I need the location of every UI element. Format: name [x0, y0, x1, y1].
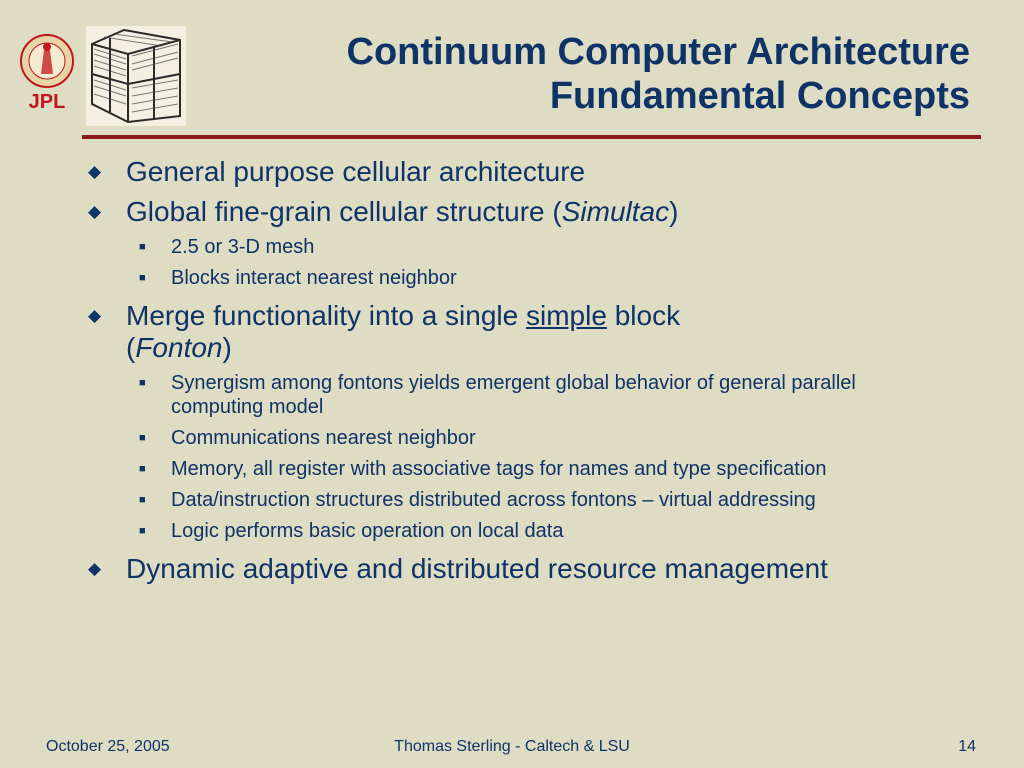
jpl-caltech-logo [14, 26, 80, 122]
sub-bullet-text: 2.5 or 3-D mesh [171, 236, 315, 258]
footer-author: Thomas Sterling - Caltech & LSU [394, 738, 630, 755]
bullet-underlined-text: simple [526, 300, 607, 331]
bullet-item [88, 196, 948, 228]
square-bullet-icon: ■ [139, 272, 146, 284]
sub-bullet-item [88, 519, 948, 543]
diamond-bullet-icon: ◆ [88, 306, 102, 325]
bullet-item [88, 553, 948, 585]
bullet-list [88, 148, 948, 585]
footer-date: October 25, 2005 [46, 738, 170, 755]
title-line-1: Continuum Computer Architecture [346, 31, 970, 73]
slide-title [347, 30, 971, 118]
bullet-text-open: ( [126, 332, 136, 363]
bullet-italic-text: Fonton [135, 332, 223, 363]
bullet-text-tail: ) [669, 196, 679, 227]
title-line-2: Fundamental Concepts [549, 75, 970, 117]
sub-bullet-text: Communications nearest neighbor [171, 427, 476, 449]
sub-bullet-item [88, 457, 948, 481]
diamond-bullet-icon: ◆ [88, 162, 102, 181]
square-bullet-icon: ■ [139, 494, 146, 506]
sub-bullet-text: Blocks interact nearest neighbor [171, 267, 457, 289]
diamond-bullet-icon: ◆ [88, 202, 102, 221]
bullet-text-mid: block [606, 300, 681, 331]
cellular-structure-sketch [84, 24, 188, 128]
bullet-item [88, 300, 948, 364]
sub-bullet-item [88, 488, 948, 512]
diamond-bullet-icon: ◆ [88, 559, 102, 578]
sub-bullet-item [88, 235, 948, 259]
square-bullet-icon: ■ [139, 432, 146, 444]
bullet-text: Global fine-grain cellular structure ( [126, 196, 562, 227]
sub-bullet-text: Synergism among fontons yields emergent global behavior of general parallel computing model [171, 372, 856, 418]
title-divider [82, 135, 981, 139]
jpl-logo-text: JPL [28, 91, 66, 113]
square-bullet-icon: ■ [139, 241, 146, 253]
sub-bullet-item [88, 266, 948, 290]
square-bullet-icon: ■ [139, 463, 146, 475]
sub-bullet-item [88, 426, 948, 450]
bullet-italic-text: Simultac [561, 196, 670, 227]
bullet-text: Dynamic adaptive and distributed resource management [126, 553, 828, 584]
bullet-item [88, 156, 948, 188]
square-bullet-icon: ■ [139, 377, 146, 389]
sub-bullet-text: Logic performs basic operation on local data [171, 520, 564, 542]
sub-bullet-text: Data/instruction structures distributed across fontons – virtual addressing [171, 489, 816, 511]
bullet-text: Merge functionality into a single [126, 300, 526, 331]
page-number: 14 [958, 738, 976, 755]
sub-bullet-text: Memory, all register with associative tags for names and type specification [171, 458, 827, 480]
bullet-text: General purpose cellular architecture [126, 156, 586, 187]
bullet-text-tail: ) [222, 332, 232, 363]
square-bullet-icon: ■ [139, 525, 146, 537]
sub-bullet-item [88, 371, 948, 419]
